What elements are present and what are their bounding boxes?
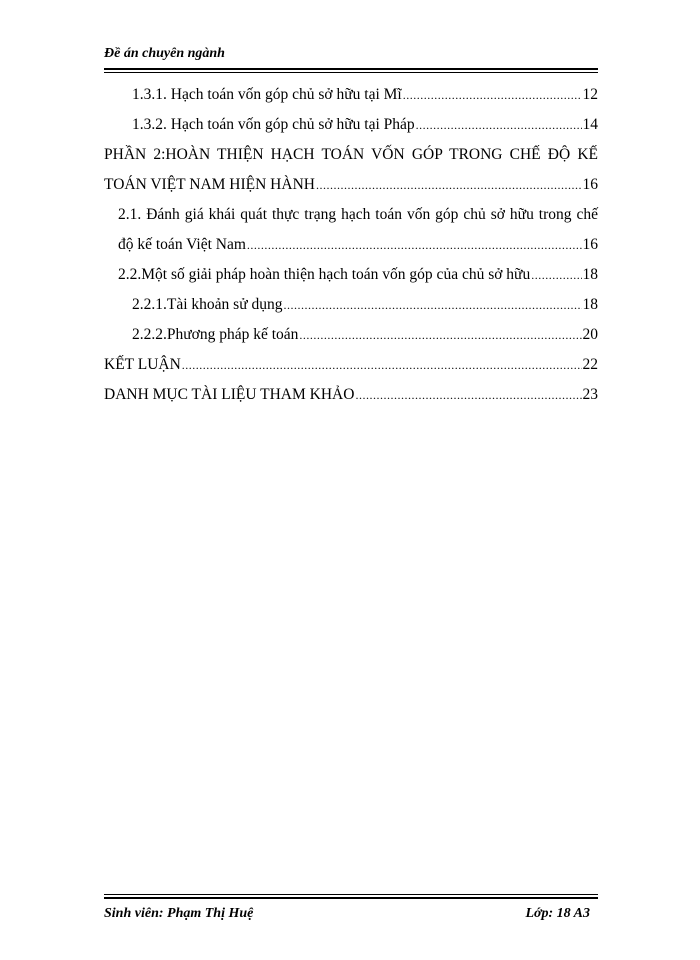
toc-entry-page: 16	[582, 236, 598, 253]
toc-entry-page: 22	[582, 356, 598, 373]
header-rule-thick	[104, 68, 598, 70]
footer-student: Sinh viên: Phạm Thị Huệ	[104, 906, 254, 921]
toc-entry-page: 12	[582, 86, 598, 103]
table-of-contents	[104, 86, 598, 416]
toc-leader-dots	[403, 88, 582, 103]
toc-entry-page: 18	[582, 296, 598, 313]
toc-entry-text: 2.1. Đánh giá khái quát thực trạng hạch toán vốn góp chủ sở hữu trong chế	[118, 206, 598, 223]
toc-entry-1-3-2[interactable]	[104, 116, 598, 146]
header-title: Đề án chuyên ngành	[104, 46, 225, 61]
toc-entry-text: 2.2.2.Phương pháp kế toán	[132, 326, 299, 343]
toc-entry-page: 14	[582, 116, 598, 133]
toc-leader-dots	[531, 268, 581, 283]
toc-entry-part-2-line-1[interactable]	[104, 146, 598, 176]
toc-leader-dots	[299, 328, 581, 343]
footer-rule-thin	[104, 894, 598, 895]
footer-rule-thick	[104, 897, 598, 899]
toc-entry-part-2-line-2[interactable]	[104, 176, 598, 206]
page-header	[104, 44, 598, 73]
toc-entry-references[interactable]	[104, 386, 598, 416]
toc-entry-2-2[interactable]	[104, 266, 598, 296]
toc-entry-2-2-2[interactable]	[104, 326, 598, 356]
toc-entry-page: 18	[582, 266, 598, 283]
toc-entry-text: 1.3.2. Hạch toán vốn góp chủ sở hữu tại Pháp	[132, 116, 415, 133]
toc-entry-page: 23	[582, 386, 598, 403]
toc-entry-page: 20	[582, 326, 598, 343]
toc-entry-text: 2.2.1.Tài khoản sử dụng	[132, 296, 283, 313]
toc-leader-dots	[182, 358, 582, 373]
toc-entry-text: độ kế toán Việt Nam	[118, 236, 246, 253]
toc-entry-text: DANH MỤC TÀI LIỆU THAM KHẢO	[104, 386, 355, 403]
footer-class: Lớp: 18 A3	[525, 906, 590, 921]
toc-entry-conclusion[interactable]	[104, 356, 598, 386]
toc-entry-text: KẾT LUẬN	[104, 356, 181, 373]
toc-leader-dots	[316, 178, 582, 193]
toc-entry-2-1-line-2[interactable]	[104, 236, 598, 266]
toc-entry-text: PHẦN 2:HOÀN THIỆN HẠCH TOÁN VỐN GÓP TRONG CHẾ ĐỘ KẾ	[104, 146, 598, 163]
toc-leader-dots	[283, 298, 581, 313]
toc-leader-dots	[355, 388, 581, 403]
toc-entry-2-2-1[interactable]	[104, 296, 598, 326]
page-footer	[104, 894, 598, 923]
toc-entry-page: 16	[582, 176, 598, 193]
toc-entry-2-1-line-1[interactable]	[104, 206, 598, 236]
toc-leader-dots	[247, 238, 582, 253]
toc-entry-text: 1.3.1. Hạch toán vốn góp chủ sở hữu tại Mĩ	[132, 86, 402, 103]
toc-leader-dots	[416, 118, 582, 133]
toc-entry-1-3-1[interactable]	[104, 86, 598, 116]
toc-entry-text: 2.2.Một số giải pháp hoàn thiện hạch toán vốn góp của chủ sở hữu	[118, 266, 531, 283]
header-rule-thin	[104, 72, 598, 73]
toc-entry-text: TOÁN VIỆT NAM HIỆN HÀNH	[104, 176, 315, 193]
footer-line	[104, 905, 598, 923]
